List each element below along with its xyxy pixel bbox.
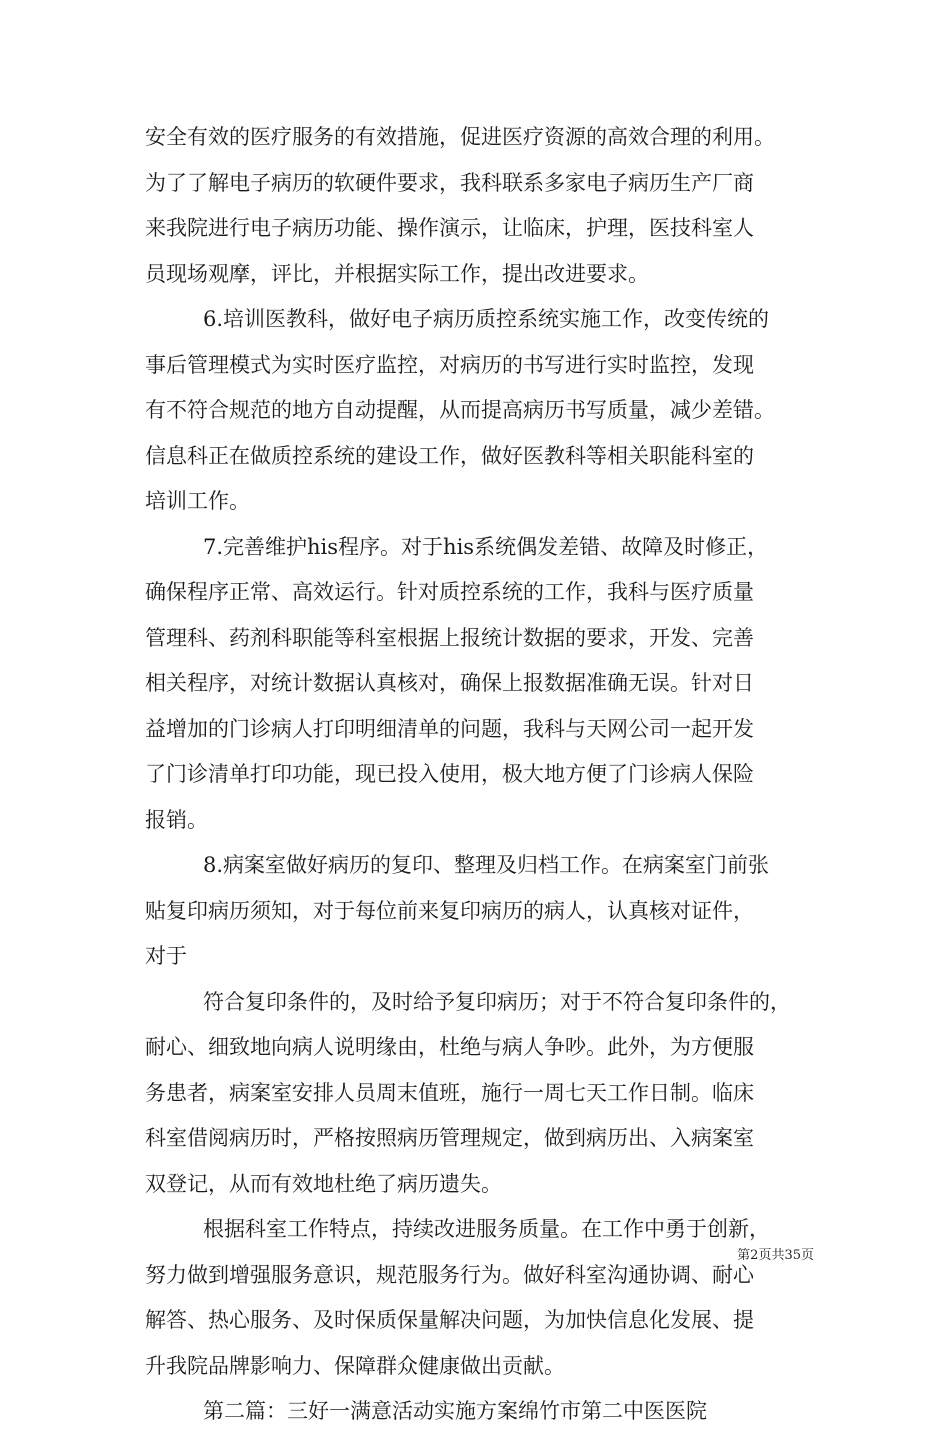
- paragraph-start-line: 根据科室工作特点，持续改进服务质量。在工作中勇于创新，: [203, 1217, 770, 1241]
- text-line: 安全有效的医疗服务的有效措施，促进医疗资源的高效合理的利用。: [145, 125, 775, 149]
- text-line: 信息科正在做质控系统的建设工作，做好医教科等相关职能科室的: [145, 443, 754, 468]
- text-line: 努力做到增强服务意识，规范服务行为。做好科室沟通协调、耐心: [145, 1262, 754, 1287]
- text-line: 为了了解电子病历的软硬件要求，我科联系多家电子病历生产厂商: [145, 170, 754, 195]
- paragraph-start-line: 8.病案室做好病历的复印、整理及归档工作。在病案室门前张: [203, 853, 770, 877]
- text-line: 科室借阅病历时，严格按照病历管理规定，做到病历出、入病案室: [145, 1126, 754, 1150]
- section-heading: 第二篇：三好一满意活动实施方案绵竹市第二中医医院: [203, 1399, 707, 1423]
- page-number: 第2页共35页: [737, 1248, 814, 1263]
- paragraph-start-line: 符合复印条件的，及时给予复印病历；对于不符合复印条件的，: [203, 989, 791, 1014]
- text-line: 确保程序正常、高效运行。针对质控系统的工作，我科与医疗质量: [145, 580, 754, 604]
- text-line: 事后管理模式为实时医疗监控，对病历的书写进行实时监控，发现: [145, 352, 754, 377]
- body-text: [145, 115, 835, 1435]
- text-line: 员现场观摩，评比，并根据实际工作，提出改进要求。: [145, 261, 649, 286]
- text-line: 管理科、药剂科职能等科室根据上报统计数据的要求，开发、完善: [145, 625, 754, 650]
- paragraph-start-line: 6.培训医教科，做好电子病历质控系统实施工作，改变传统的: [203, 307, 770, 331]
- text-line: 贴复印病历须知，对于每位前来复印病历的病人，认真核对证件，: [145, 898, 754, 923]
- text-line: 来我院进行电子病历功能、操作演示，让临床，护理，医技科室人: [145, 216, 754, 240]
- text-line: 相关程序，对统计数据认真核对，确保上报数据准确无误。针对日: [145, 671, 754, 695]
- paragraph-start-line: 7.完善维护his程序。对于his系统偶发差错、故障及时修正，: [203, 534, 769, 559]
- text-line: 升我院品牌影响力、保障群众健康做出贡献。: [145, 1353, 565, 1378]
- text-line: 耐心、细致地向病人说明缘由，杜绝与病人争吵。此外，为方便服: [145, 1035, 754, 1059]
- text-line: 双登记，从而有效地杜绝了病历遗失。: [145, 1171, 502, 1196]
- text-line: 了门诊清单打印功能，现已投入使用，极大地方便了门诊病人保险: [145, 762, 754, 786]
- text-line: 对于: [145, 944, 187, 968]
- text-line: 务患者，病案室安排人员周末值班，施行一周七天工作日制。临床: [145, 1080, 754, 1105]
- text-line: 解答、热心服务、及时保质保量解决问题，为加快信息化发展、提: [145, 1308, 754, 1332]
- text-line: 有不符合规范的地方自动提醒，从而提高病历书写质量，减少差错。: [145, 398, 775, 422]
- text-line: 益增加的门诊病人打印明细清单的问题，我科与天网公司一起开发: [145, 716, 754, 741]
- text-line: 报销。: [145, 807, 208, 832]
- text-line: 培训工作。: [145, 489, 250, 513]
